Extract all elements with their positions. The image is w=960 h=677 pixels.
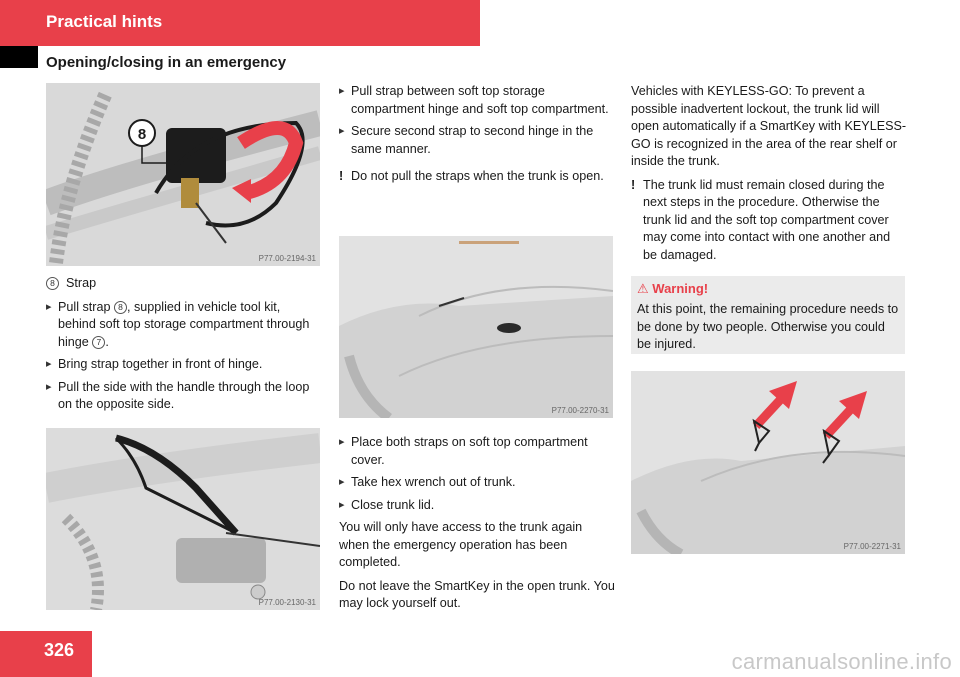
step-arrow-icon: ▸ — [46, 358, 52, 370]
step-text: Place both straps on soft top compartment cover. — [351, 435, 588, 467]
page-subheading: Opening/closing in an emergency — [46, 54, 287, 71]
step-arrow-icon: ▸ — [46, 300, 52, 313]
step-text: Take hex wrench out of trunk. — [351, 475, 516, 489]
caution-note — [339, 168, 615, 186]
warning-text: At this point, the remaining procedure needs to be done by two people. Otherwise you could be injured. — [637, 302, 899, 351]
header-marker — [0, 46, 38, 68]
paragraph: Do not leave the SmartKey in the open trunk. You may lock yourself out. — [339, 578, 615, 610]
warning-heading — [637, 281, 899, 297]
step-text: Secure second strap to second hinge in the same manner. — [351, 124, 594, 156]
caution-text: Do not pull the straps when the trunk is open. — [351, 169, 604, 183]
legend-label: Strap — [66, 276, 97, 290]
figure-code: P77.00-2271-31 — [843, 542, 901, 551]
legend-item — [46, 275, 320, 293]
reference-number: 7 — [92, 336, 105, 349]
instruction-step — [339, 434, 615, 469]
figure-strap-loop — [46, 428, 320, 610]
instruction-step — [339, 474, 615, 492]
callout-number: 8 — [137, 126, 147, 143]
strap-loop-illustration — [46, 428, 320, 610]
lift-arrows-illustration — [631, 371, 905, 554]
figure-strap-hinge — [46, 83, 320, 266]
instruction-step — [339, 123, 615, 158]
caution-note — [631, 177, 907, 265]
page-number: 326 — [44, 640, 75, 660]
warning-box — [631, 276, 905, 354]
figure-code: P77.00-2194-31 — [258, 254, 316, 263]
watermark: carmanualsonline.info — [731, 649, 952, 674]
column-2-top — [339, 83, 615, 192]
paragraph: You will only have access to the trunk again when the emergency operation has been completed. — [339, 520, 583, 569]
instruction-step — [339, 83, 615, 118]
figure-two-people-arrows — [631, 371, 905, 554]
step-arrow-icon: ▸ — [339, 85, 345, 97]
section-title: Practical hints — [46, 12, 163, 31]
strap-hinge-illustration — [46, 83, 320, 266]
instruction-step — [46, 379, 320, 414]
step-text: Pull strap — [58, 299, 114, 314]
reference-number: 8 — [114, 301, 127, 314]
soft-top-cover-illustration — [339, 236, 613, 418]
exclamation-icon: ! — [339, 169, 344, 183]
paragraph: Vehicles with KEYLESS-GO: To prevent a possible inadvertent lockout, the trunk lid will open automatically if a SmartKey with KEYLESS-GO is recognized in the area of the rear shelf or inside the trunk. — [631, 84, 907, 168]
legend-number: 8 — [46, 277, 59, 290]
step-text: , supplied in vehicle tool kit, behind soft top storage compartment through hinge — [58, 299, 310, 349]
column-2-bottom — [339, 434, 615, 619]
step-text: . — [105, 334, 109, 349]
step-arrow-icon: ▸ — [339, 476, 345, 488]
figure-code: P77.00-2270-31 — [551, 406, 609, 415]
column-3-text — [631, 83, 907, 270]
step-text: Pull strap between soft top storage compartment hinge and soft top compartment. — [351, 84, 609, 116]
step-arrow-icon: ▸ — [46, 380, 52, 393]
warning-triangle-icon: ⚠ — [637, 281, 649, 296]
step-text: Close trunk lid. — [351, 497, 435, 512]
figure-code: P77.00-2130-31 — [258, 598, 316, 607]
step-text: Pull the side with the handle through the loop on the opposite side. — [58, 379, 310, 411]
step-arrow-icon: ▸ — [339, 436, 345, 448]
step-text: Bring strap together in front of hinge. — [58, 357, 263, 371]
instruction-step — [46, 356, 320, 374]
caution-text: The trunk lid must remain closed during the next steps in the procedure. Otherwise the trunk lid and the soft top compartment cover may come into contact with one another and be damaged. — [643, 177, 891, 262]
instruction-step — [339, 497, 615, 515]
instruction-step — [46, 299, 320, 352]
figure-soft-top-cover — [339, 236, 613, 418]
exclamation-icon: ! — [631, 177, 636, 192]
column-1-text — [46, 275, 320, 419]
step-arrow-icon: ▸ — [339, 498, 345, 511]
step-arrow-icon: ▸ — [339, 125, 345, 137]
warning-title: Warning! — [652, 281, 709, 296]
